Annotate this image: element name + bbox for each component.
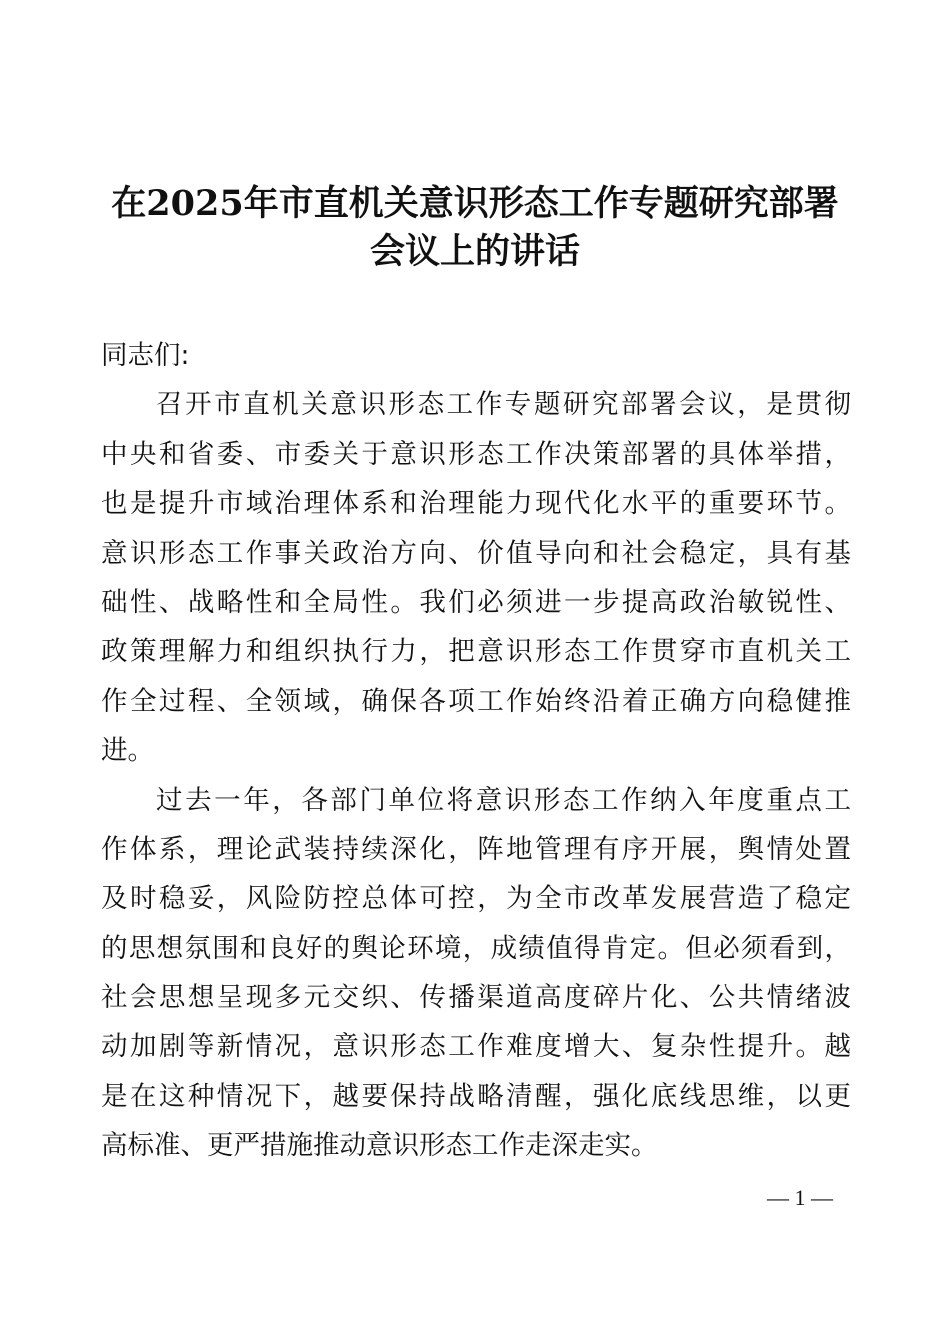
paragraph-2: [101, 776, 851, 1171]
paragraph-line: 也是提升市域治理体系和治理能力现代化水平的重要环节。: [101, 488, 851, 520]
title-line-2: 会议上的讲话: [369, 231, 580, 272]
page-number: — 1 —: [767, 1185, 833, 1210]
document-body: [101, 331, 851, 1171]
paragraph-line: 政策理解力和组织执行力，把意识形态工作贯穿市直机关工: [101, 636, 851, 668]
paragraph-line: 是在这种情况下，越要保持战略清醒，强化底线思维，以更: [101, 1080, 851, 1112]
paragraph-line: 进。: [101, 735, 154, 767]
paragraph-line: 意识形态工作事关政治方向、价值导向和社会稳定，具有基: [101, 537, 851, 569]
paragraph-line: 中央和省委、市委关于意识形态工作决策部署的具体举措，: [101, 438, 851, 470]
paragraph-1: [101, 380, 851, 775]
paragraph-line: 作体系，理论武装持续深化，阵地管理有序开展，舆情处置: [101, 833, 851, 865]
paragraph-line: 础性、战略性和全局性。我们必须进一步提高政治敏锐性、: [101, 586, 851, 618]
paragraph-line: 及时稳妥，风险防控总体可控，为全市改革发展营造了稳定: [101, 883, 851, 915]
title-line-1: 在2025年市直机关意识形态工作专题研究部署: [111, 183, 839, 224]
paragraph-line: 过去一年，各部门单位将意识形态工作纳入年度重点工: [156, 784, 851, 816]
paragraph-line: 的思想氛围和良好的舆论环境，成绩值得肯定。但必须看到，: [101, 932, 851, 964]
document-title: [0, 180, 950, 276]
salutation: 同志们:: [101, 340, 190, 371]
paragraph-line: 高标准、更严措施推动意识形态工作走深走实。: [101, 1130, 658, 1162]
paragraph-line: 作全过程、全领域，确保各项工作始终沿着正确方向稳健推: [101, 685, 851, 717]
paragraph-line: 社会思想呈现多元交织、传播渠道高度碎片化、公共情绪波: [101, 982, 851, 1014]
paragraph-line: 动加剧等新情况，意识形态工作难度增大、复杂性提升。越: [101, 1031, 851, 1063]
paragraph-line: 召开市直机关意识形态工作专题研究部署会议，是贯彻: [156, 389, 851, 421]
